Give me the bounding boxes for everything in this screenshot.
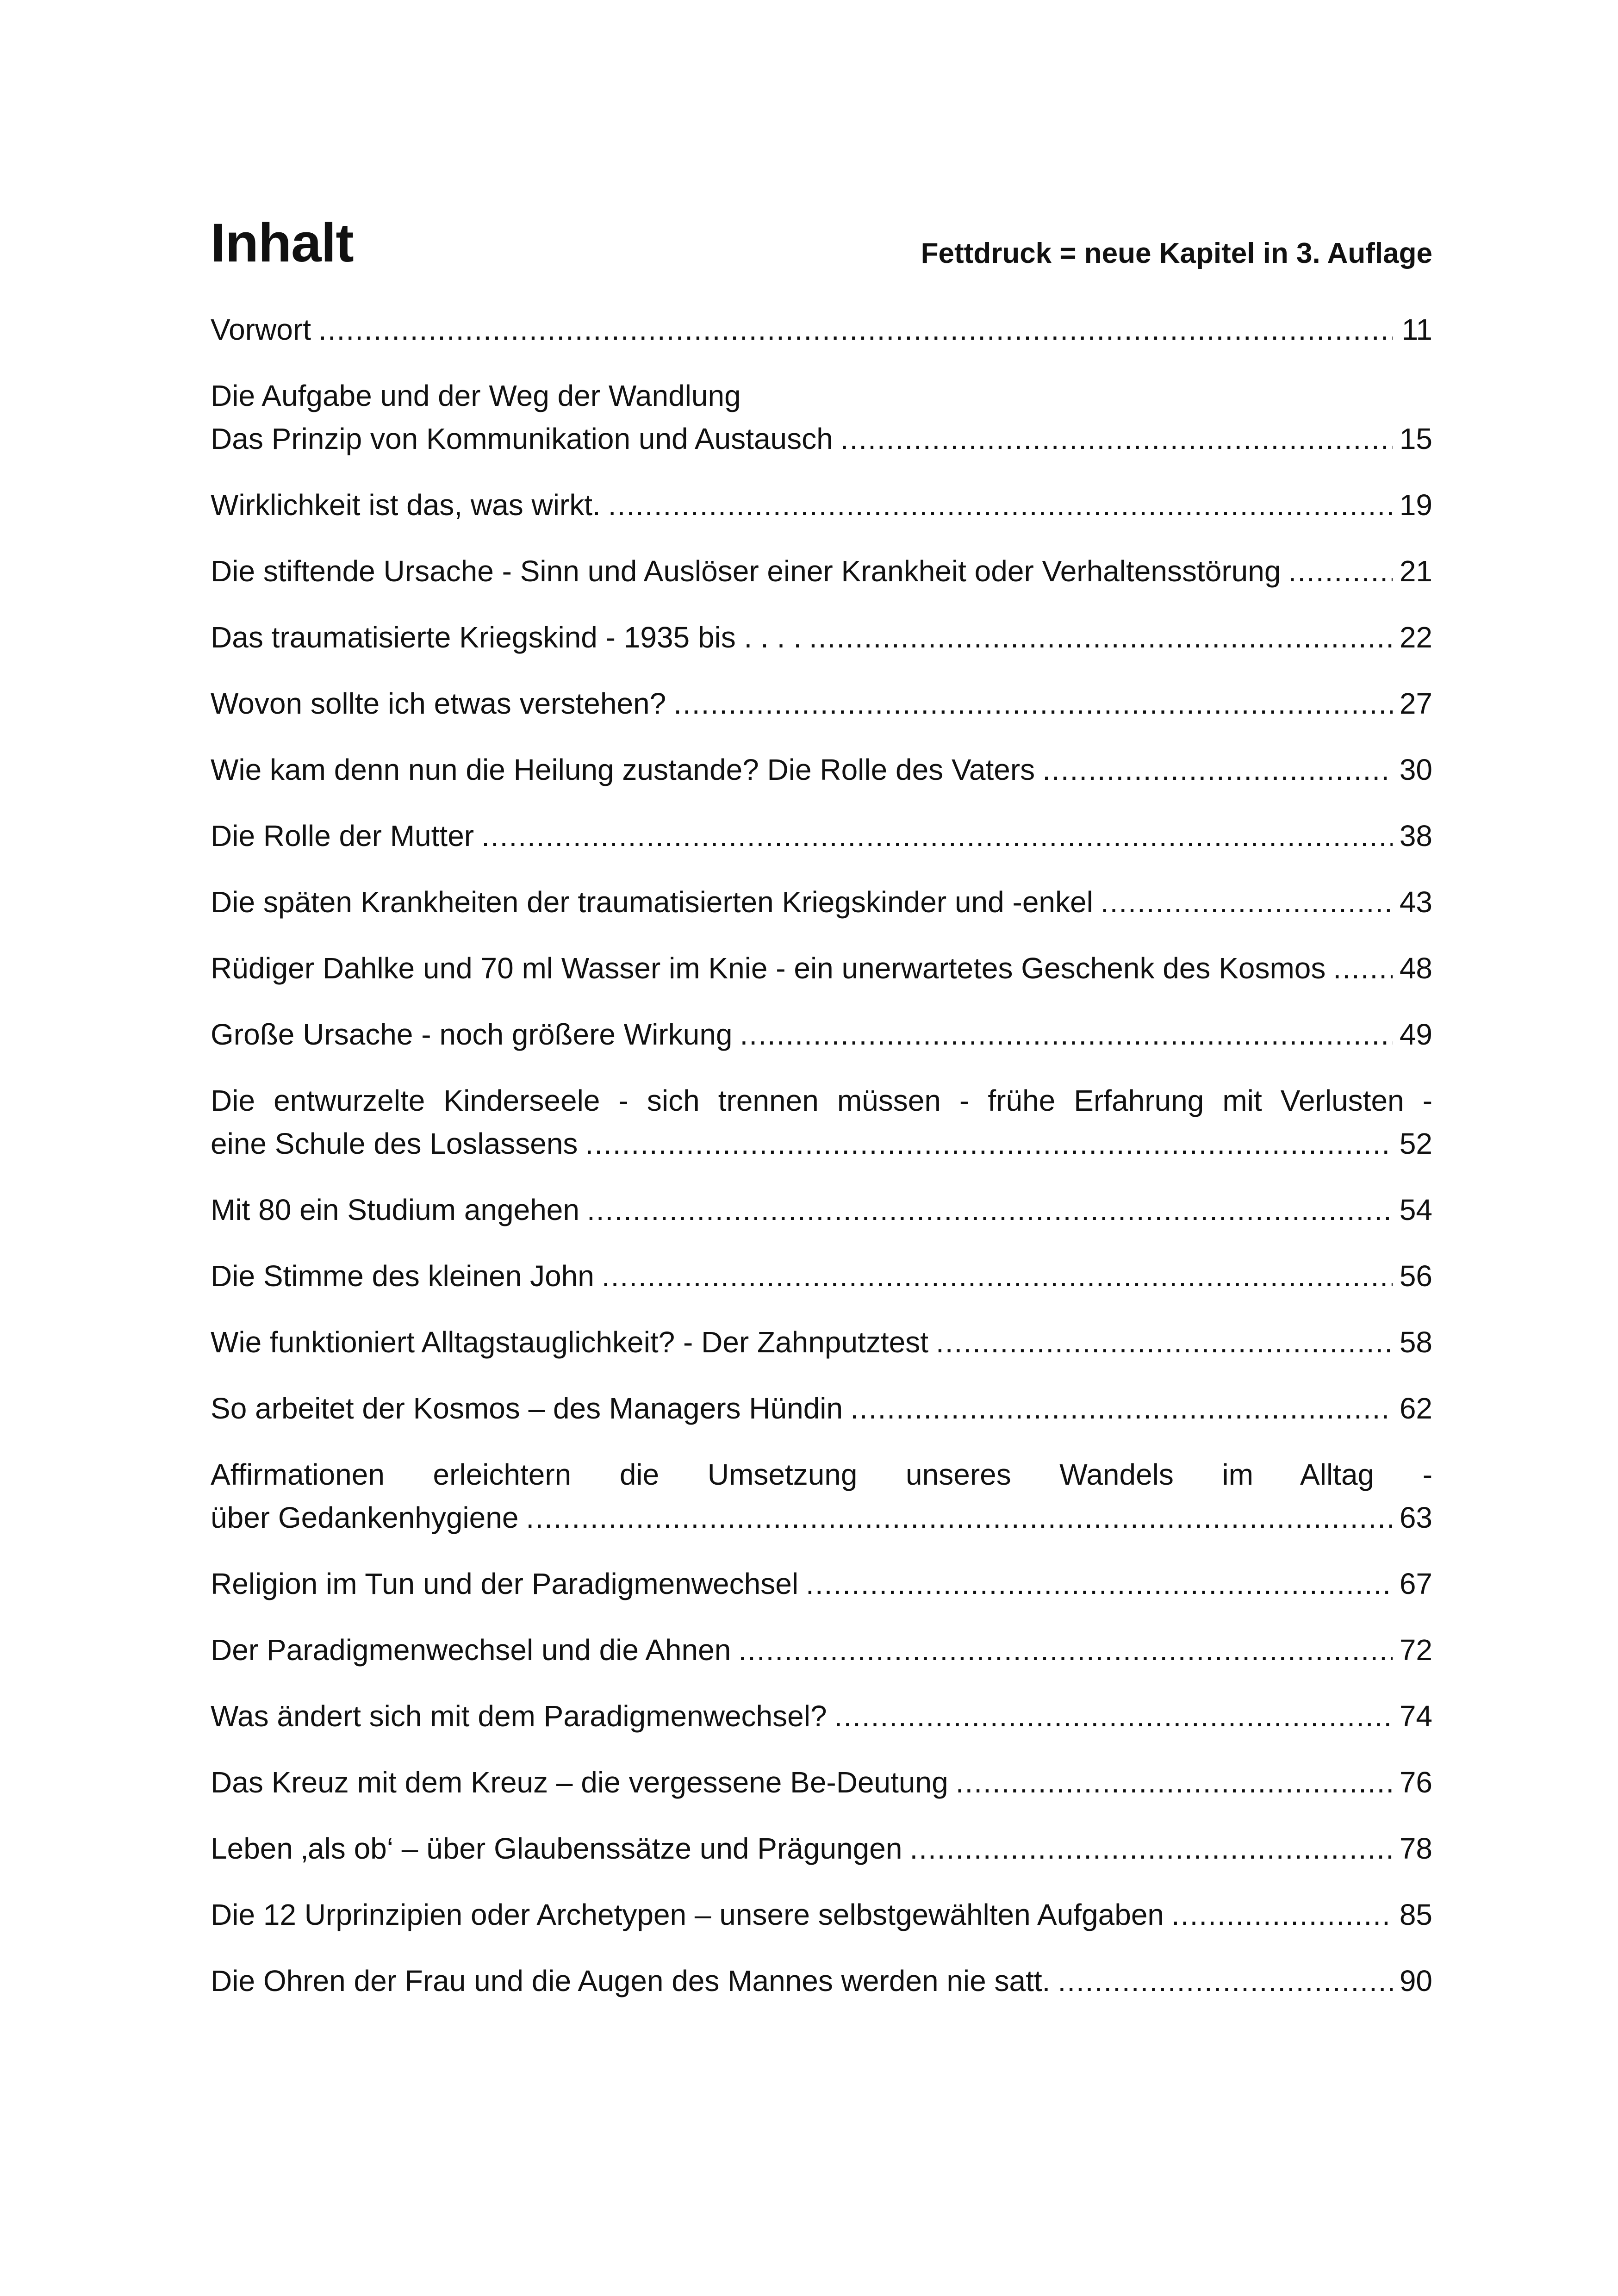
toc-entry [211,1695,1432,1738]
toc-entry-line [211,1629,1432,1672]
toc-entry-line [211,815,1432,858]
toc-entry-title: Das Kreuz mit dem Kreuz – die vergessene Be-Deutung [211,1766,948,1799]
toc-entry-line [211,682,1432,725]
toc-entry-line [211,947,1432,990]
toc-entry [211,1960,1432,2003]
toc-entry-title: Wie kam denn nun die Heilung zustande? Die Rolle des Vaters [211,753,1035,786]
toc-entry-title-line: Affirmationen erleichtern die Umsetzung unseres Wandels im Alltag - [211,1458,1432,1491]
toc-page-number: 78 [1399,1832,1432,1865]
toc-entry-title: eine Schule des Loslassens [211,1127,578,1160]
dot-leader [806,1562,1393,1605]
bold-note: Fettdruck = neue Kapitel in 3. Auflage [921,237,1432,269]
toc-entry-line [211,1827,1432,1870]
toc-entry-line [211,1695,1432,1738]
toc-page-number: 27 [1399,687,1432,720]
toc-page-number: 38 [1399,819,1432,852]
dot-leader [840,417,1393,460]
toc-entry [211,881,1432,924]
toc-entry [211,1453,1432,1539]
toc-entry-line [211,417,1432,460]
toc-entry-title: Große Ursache - noch größere Wirkung [211,1018,733,1051]
dot-leader [1288,550,1393,593]
toc-entry-title: Das Prinzip von Kommunikation und Austausch [211,422,833,455]
toc-page-number: 19 [1399,488,1432,522]
toc-page-number: 90 [1399,1964,1432,1997]
dot-leader [738,1629,1393,1672]
dot-leader [587,1188,1393,1232]
toc-entry [211,374,1432,460]
dot-leader [809,616,1393,659]
dot-leader [1042,748,1393,791]
toc-page-number: 11 [1401,313,1432,346]
toc-entry-title: Die Rolle der Mutter [211,819,474,852]
toc-page-number: 58 [1399,1325,1432,1359]
toc-header [211,208,1432,289]
toc-entry-title: Die Ohren der Frau und die Augen des Mannes werden nie satt. [211,1964,1051,1997]
page-title: Inhalt [211,212,354,274]
toc-entry [211,1893,1432,1936]
toc-page-number: 30 [1399,753,1432,786]
toc-page-number: 85 [1399,1898,1432,1931]
toc-entry-title: über Gedankenhygiene [211,1501,519,1534]
toc-entry-line [211,1562,1432,1605]
toc-entry-line [211,1255,1432,1298]
toc-page-number: 54 [1399,1193,1432,1226]
toc-entry-title: Rüdiger Dahlke und 70 ml Wasser im Knie - ein unerwartetes Geschenk des Kosmos [211,952,1326,985]
toc-entry-title: Wovon sollte ich etwas verstehen? [211,687,666,720]
toc-entry-line [211,1960,1432,2003]
dot-leader [740,1013,1393,1056]
toc-page-number: 63 [1399,1501,1432,1534]
dot-leader [1333,947,1393,990]
toc-page-number: 76 [1399,1766,1432,1799]
toc-entry [211,1562,1432,1605]
toc-page-number: 22 [1399,621,1432,654]
toc-entry [211,550,1432,593]
toc-entry-line [211,1188,1432,1232]
toc-page-number: 15 [1399,422,1432,455]
dot-leader [909,1827,1393,1870]
toc-entry-line [211,308,1432,351]
dot-leader [834,1695,1393,1738]
toc-entry-title: Wirklichkeit ist das, was wirkt. [211,488,601,522]
toc-page-number: 49 [1399,1018,1432,1051]
toc-entry [211,1761,1432,1804]
toc-entry [211,1321,1432,1364]
toc-entry-title: So arbeitet der Kosmos – des Managers Hündin [211,1392,843,1425]
dot-leader [526,1496,1393,1539]
toc-page-number: 52 [1399,1127,1432,1160]
toc-entry-line [211,550,1432,593]
toc-entry [211,1255,1432,1298]
toc-entry-line [211,1387,1432,1430]
toc-entry-title: Die späten Krankheiten der traumatisierten Kriegskinder und -enkel [211,885,1093,919]
toc-entry-title: Leben ‚als ob‘ – über Glaubenssätze und Prägungen [211,1832,902,1865]
toc-entry [211,616,1432,659]
toc-entry-line [211,748,1432,791]
toc-entry-title-line: Die Aufgabe und der Weg der Wandlung [211,379,741,412]
dot-leader [318,308,1393,351]
toc-entry-title: Die stiftende Ursache - Sinn und Auslöser einer Krankheit oder Verhaltensstörung [211,554,1281,588]
toc-entry-title: Religion im Tun und der Paradigmenwechsel [211,1567,799,1600]
toc-entry-line [211,1013,1432,1056]
toc-entry-title: Was ändert sich mit dem Paradigmenwechsel? [211,1699,827,1733]
toc-entry [211,682,1432,725]
toc-entry [211,1079,1432,1165]
dot-leader [602,1255,1393,1298]
toc-entry [211,1387,1432,1430]
toc-entry-line [211,1496,1432,1539]
dot-leader [936,1321,1393,1364]
toc-entry-line [211,1893,1432,1936]
document-page [211,208,1432,1997]
toc-entry-title: Mit 80 ein Studium angehen [211,1193,579,1226]
dot-leader [673,682,1393,725]
toc-page-number: 62 [1399,1392,1432,1425]
toc-page-number: 43 [1399,885,1432,919]
toc-entry [211,1188,1432,1232]
toc-entry-line [211,881,1432,924]
toc-entry-title: Vorwort [211,313,311,346]
toc-entry [211,1013,1432,1056]
toc-entry-line [211,1321,1432,1364]
toc-entry-line [211,484,1432,527]
dot-leader [585,1122,1393,1165]
dot-leader [481,815,1393,858]
toc-entry-title: Das traumatisierte Kriegskind - 1935 bis . . . . [211,621,802,654]
toc-entry-title: Der Paradigmenwechsel und die Ahnen [211,1633,731,1667]
toc-entry-line [211,616,1432,659]
toc-entry-line [211,1122,1432,1165]
toc-entry [211,1827,1432,1870]
dot-leader [608,484,1393,527]
toc-entry [211,484,1432,527]
toc-entry [211,308,1432,351]
toc-page-number: 72 [1399,1633,1432,1667]
toc-page-number: 67 [1399,1567,1432,1600]
toc-entry-title: Die Stimme des kleinen John [211,1259,594,1293]
dot-leader [1101,881,1393,924]
toc-entry [211,1629,1432,1672]
toc-page-number: 48 [1399,952,1432,985]
toc-entry-title-line: Die entwurzelte Kinderseele - sich trennen müssen - frühe Erfahrung mit Verlusten - [211,1084,1432,1117]
toc-entry-title: Wie funktioniert Alltagstauglichkeit? - Der Zahnputztest [211,1325,928,1359]
toc-entry [211,815,1432,858]
dot-leader [956,1761,1393,1804]
toc-page-number: 21 [1399,554,1432,588]
toc-entry [211,947,1432,990]
toc-page-number: 56 [1399,1259,1432,1293]
toc-entry [211,748,1432,791]
dot-leader [1171,1893,1393,1936]
toc-entry-title: Die 12 Urprinzipien oder Archetypen – unsere selbstgewählten Aufgaben [211,1898,1164,1931]
toc-page-number: 74 [1399,1699,1432,1733]
dot-leader [850,1387,1393,1430]
toc-entry-line [211,1761,1432,1804]
dot-leader [1058,1960,1393,2003]
